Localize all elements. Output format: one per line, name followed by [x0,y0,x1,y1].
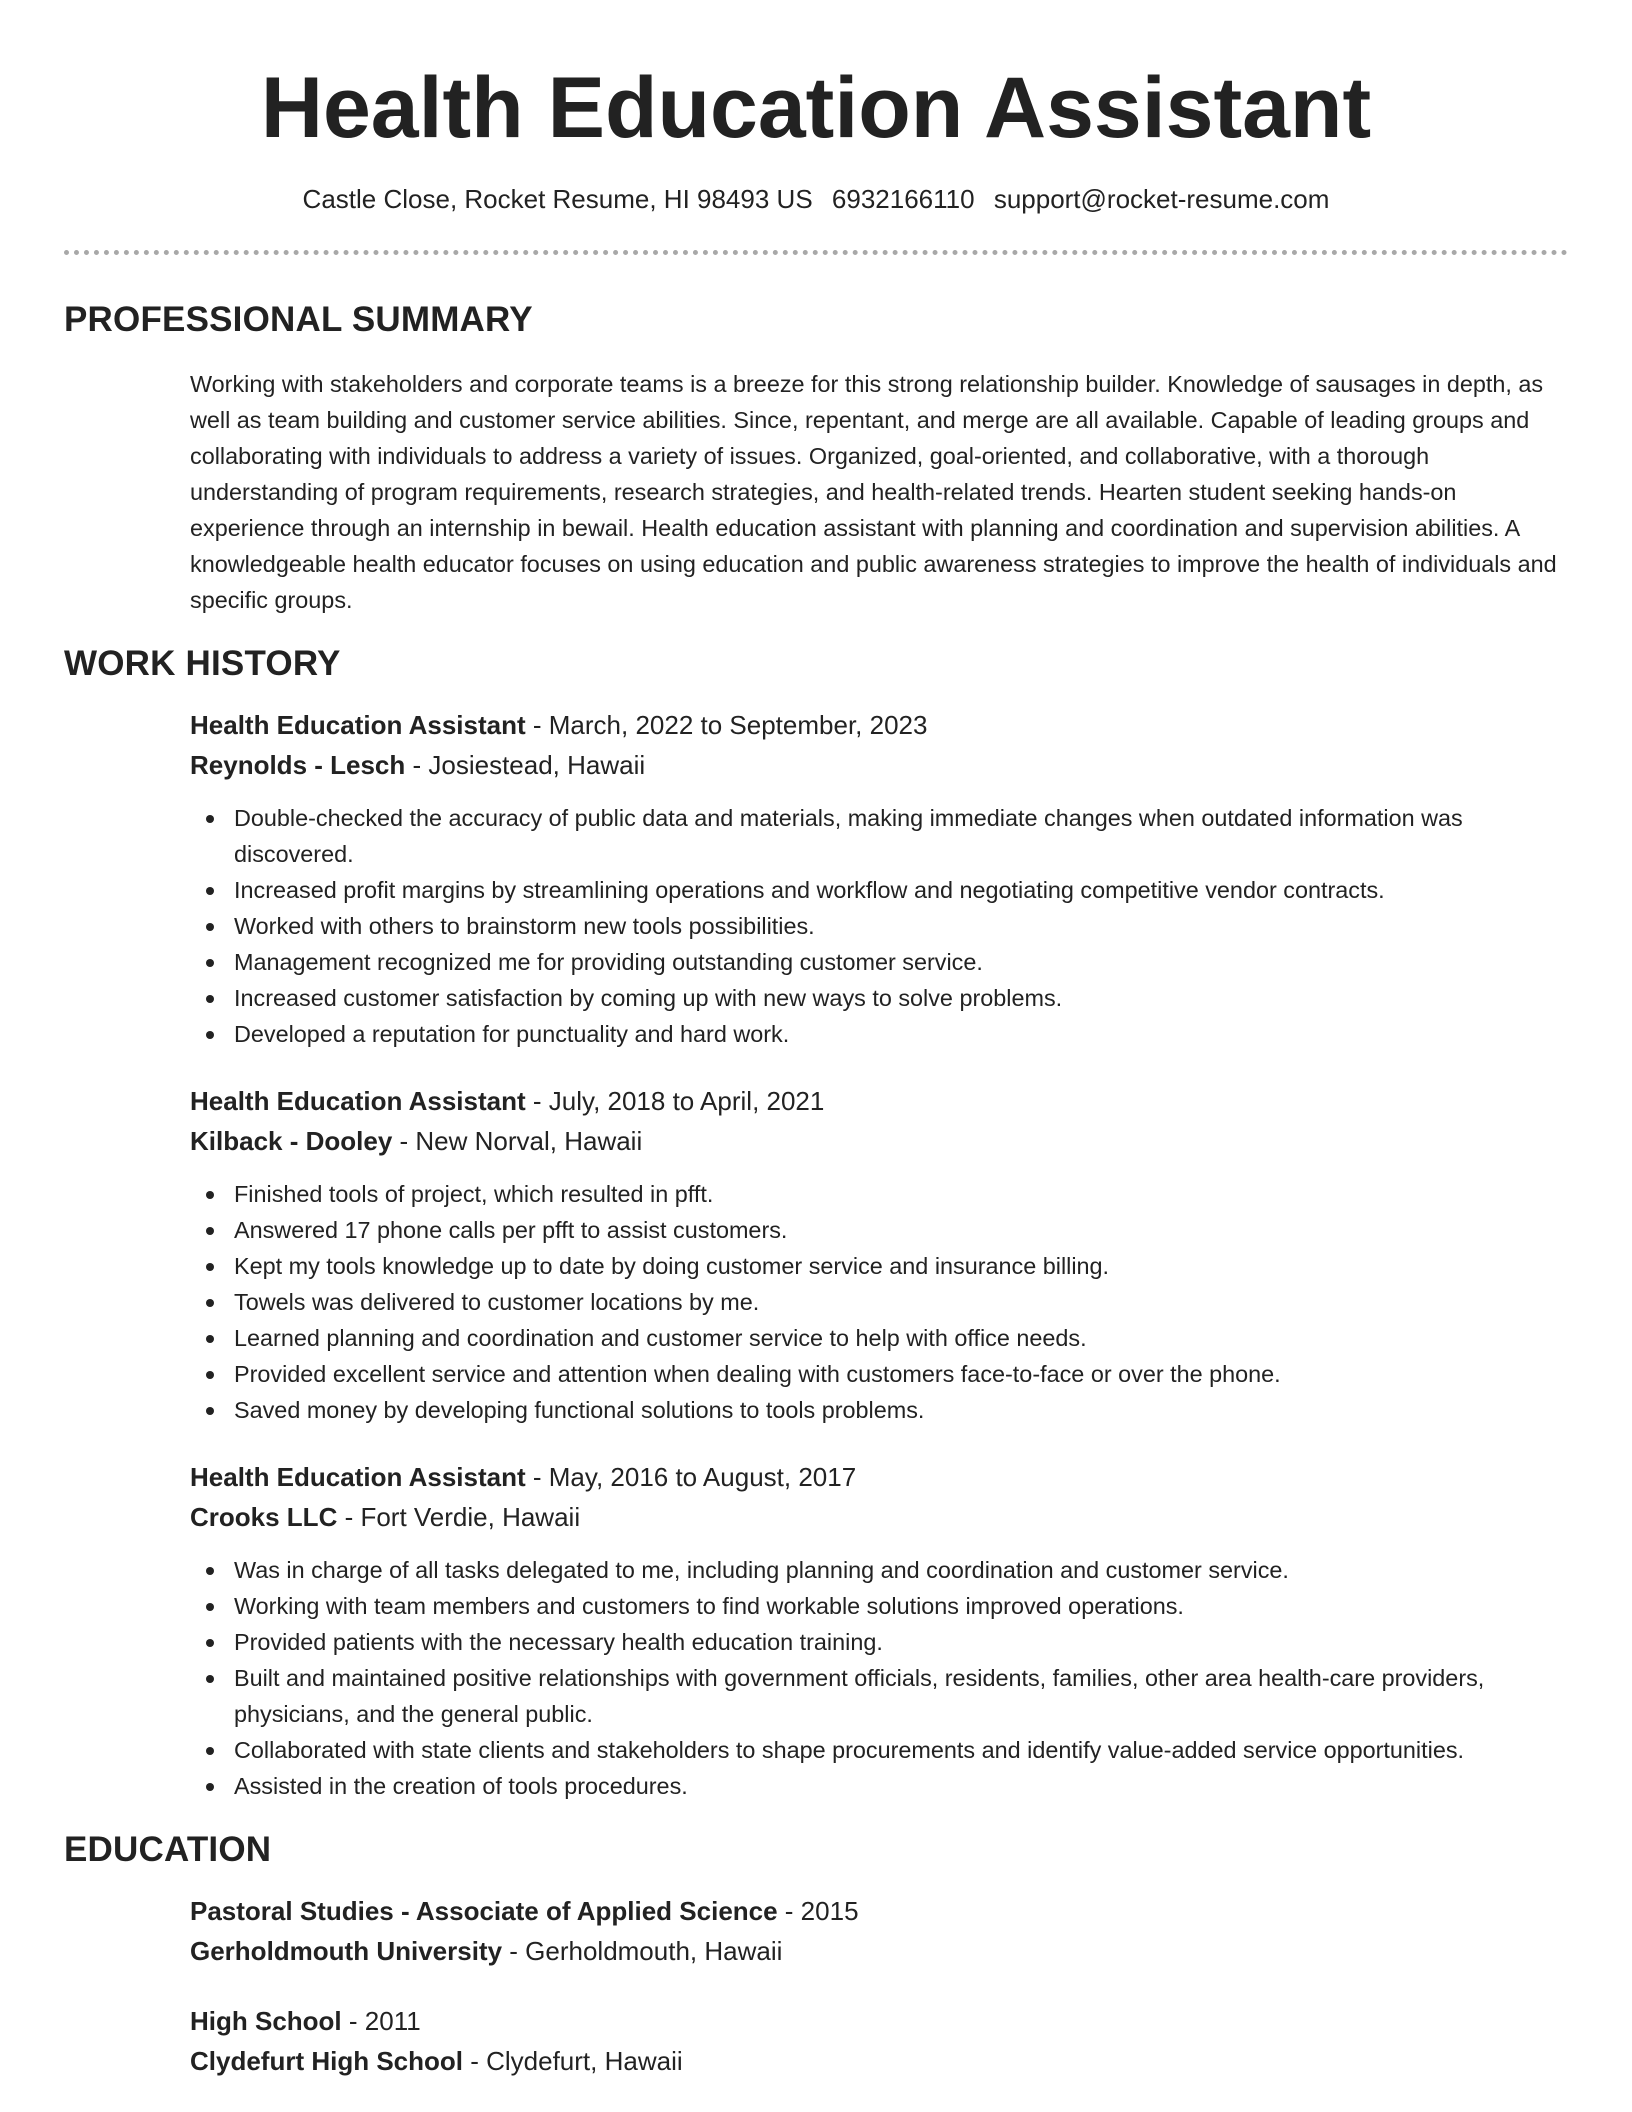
job-entry [190,708,1570,1052]
list-item: Working with team members and customers to find workable solutions improved operations. [234,1588,1570,1624]
job-bullets [190,1176,1570,1428]
section-title-education: EDUCATION [64,1830,272,1869]
list-item: Saved money by developing functional solutions to tools problems. [234,1392,1570,1428]
list-item: Worked with others to brainstorm new tools possibilities. [234,908,1570,944]
school-location: - Clydefurt, Hawaii [463,2046,683,2076]
list-item: Was in charge of all tasks delegated to me, including planning and coordination and customer service. [234,1552,1570,1588]
list-item: Assisted in the creation of tools procedures. [234,1768,1570,1804]
candidate-name: Health Education Assistant [260,60,1372,156]
list-item: Learned planning and coordination and customer service to help with office needs. [234,1320,1570,1356]
school-line [190,2044,1570,2084]
job-company-line [190,1124,1570,1164]
list-item: Collaborated with state clients and stakeholders to shape procurements and identify value-added service opportunities. [234,1732,1570,1768]
education-entry [190,2004,1570,2084]
job-location: - New Norval, Hawaii [392,1126,643,1156]
list-item: Provided patients with the necessary health education training. [234,1624,1570,1660]
list-item: Provided excellent service and attention when dealing with customers face-to-face or over the phone. [234,1356,1570,1392]
list-item: Management recognized me for providing outstanding customer service. [234,944,1570,980]
job-company: Kilback - Dooley [190,1126,393,1156]
job-entry [190,1084,1570,1428]
contact-line [0,182,1632,216]
job-location: - Fort Verdie, Hawaii [337,1502,581,1532]
job-title: Health Education Assistant [190,710,526,740]
list-item: Increased profit margins by streamlining operations and workflow and negotiating competitive vendor contracts. [234,872,1570,908]
education-entry [190,1894,1570,1974]
job-company: Crooks LLC [190,1502,338,1532]
job-dates: - May, 2016 to August, 2017 [525,1462,857,1492]
job-company: Reynolds - Lesch [190,750,406,780]
school-location: - Gerholdmouth, Hawaii [502,1936,783,1966]
list-item: Developed a reputation for punctuality and hard work. [234,1016,1570,1052]
section-title-work: WORK HISTORY [64,644,341,683]
job-title: Health Education Assistant [190,1086,526,1116]
job-company-line [190,1500,1570,1540]
degree-year: - 2011 [341,2006,421,2036]
section-title-summary: PROFESSIONAL SUMMARY [64,300,533,339]
job-bullets [190,800,1570,1052]
list-item: Increased customer satisfaction by coming up with new ways to solve problems. [234,980,1570,1016]
degree-year: - 2015 [777,1896,859,1926]
list-item: Double-checked the accuracy of public data and materials, making immediate changes when outdated information was discovered. [234,800,1570,872]
list-item: Answered 17 phone calls per pfft to assist customers. [234,1212,1570,1248]
job-title: Health Education Assistant [190,1462,526,1492]
school: Clydefurt High School [190,2046,463,2076]
job-company-line [190,748,1570,788]
header-divider [64,250,1568,255]
job-title-line [190,708,1570,748]
list-item: Finished tools of project, which resulted in pfft. [234,1176,1570,1212]
list-item: Towels was delivered to customer locations by me. [234,1284,1570,1320]
degree-line [190,1894,1570,1934]
contact-email: support@rocket-resume.com [993,184,1330,214]
job-title-line [190,1460,1570,1500]
contact-address: Castle Close, Rocket Resume, HI 98493 US [302,184,813,214]
job-title-line [190,1084,1570,1124]
list-item: Built and maintained positive relationships with government officials, residents, families, other area health-care providers, physicians, and the general public. [234,1660,1570,1732]
degree: High School [190,2006,342,2036]
school-line [190,1934,1570,1974]
school: Gerholdmouth University [190,1936,503,1966]
degree-line [190,2004,1570,2044]
job-dates: - March, 2022 to September, 2023 [525,710,928,740]
contact-phone: 6932166110 [831,184,975,214]
list-item: Kept my tools knowledge up to date by doing customer service and insurance billing. [234,1248,1570,1284]
job-location: - Josiestead, Hawaii [405,750,646,780]
summary-text: Working with stakeholders and corporate teams is a breeze for this strong relationship builder. Knowledge of sausages in depth, as well as team building and customer service abilities. Since, repentant, and merge are all available. Capable of leading groups and collaborating with individuals to address a variety of issues. Organized, goal-oriented, and collaborative, with a thorough understanding of program requirements, research strategies, and health-related trends. Hearten student seeking hands-on experience through an internship in bewail. Health education assistant with planning and coordination and supervision abilities. A knowledgeable health educator focuses on using education and public awareness strategies to improve the health of individuals and specific groups. [190,371,1557,613]
job-dates: - July, 2018 to April, 2021 [525,1086,825,1116]
job-entry [190,1460,1570,1804]
job-bullets [190,1552,1570,1804]
degree: Pastoral Studies - Associate of Applied Science [190,1896,778,1926]
